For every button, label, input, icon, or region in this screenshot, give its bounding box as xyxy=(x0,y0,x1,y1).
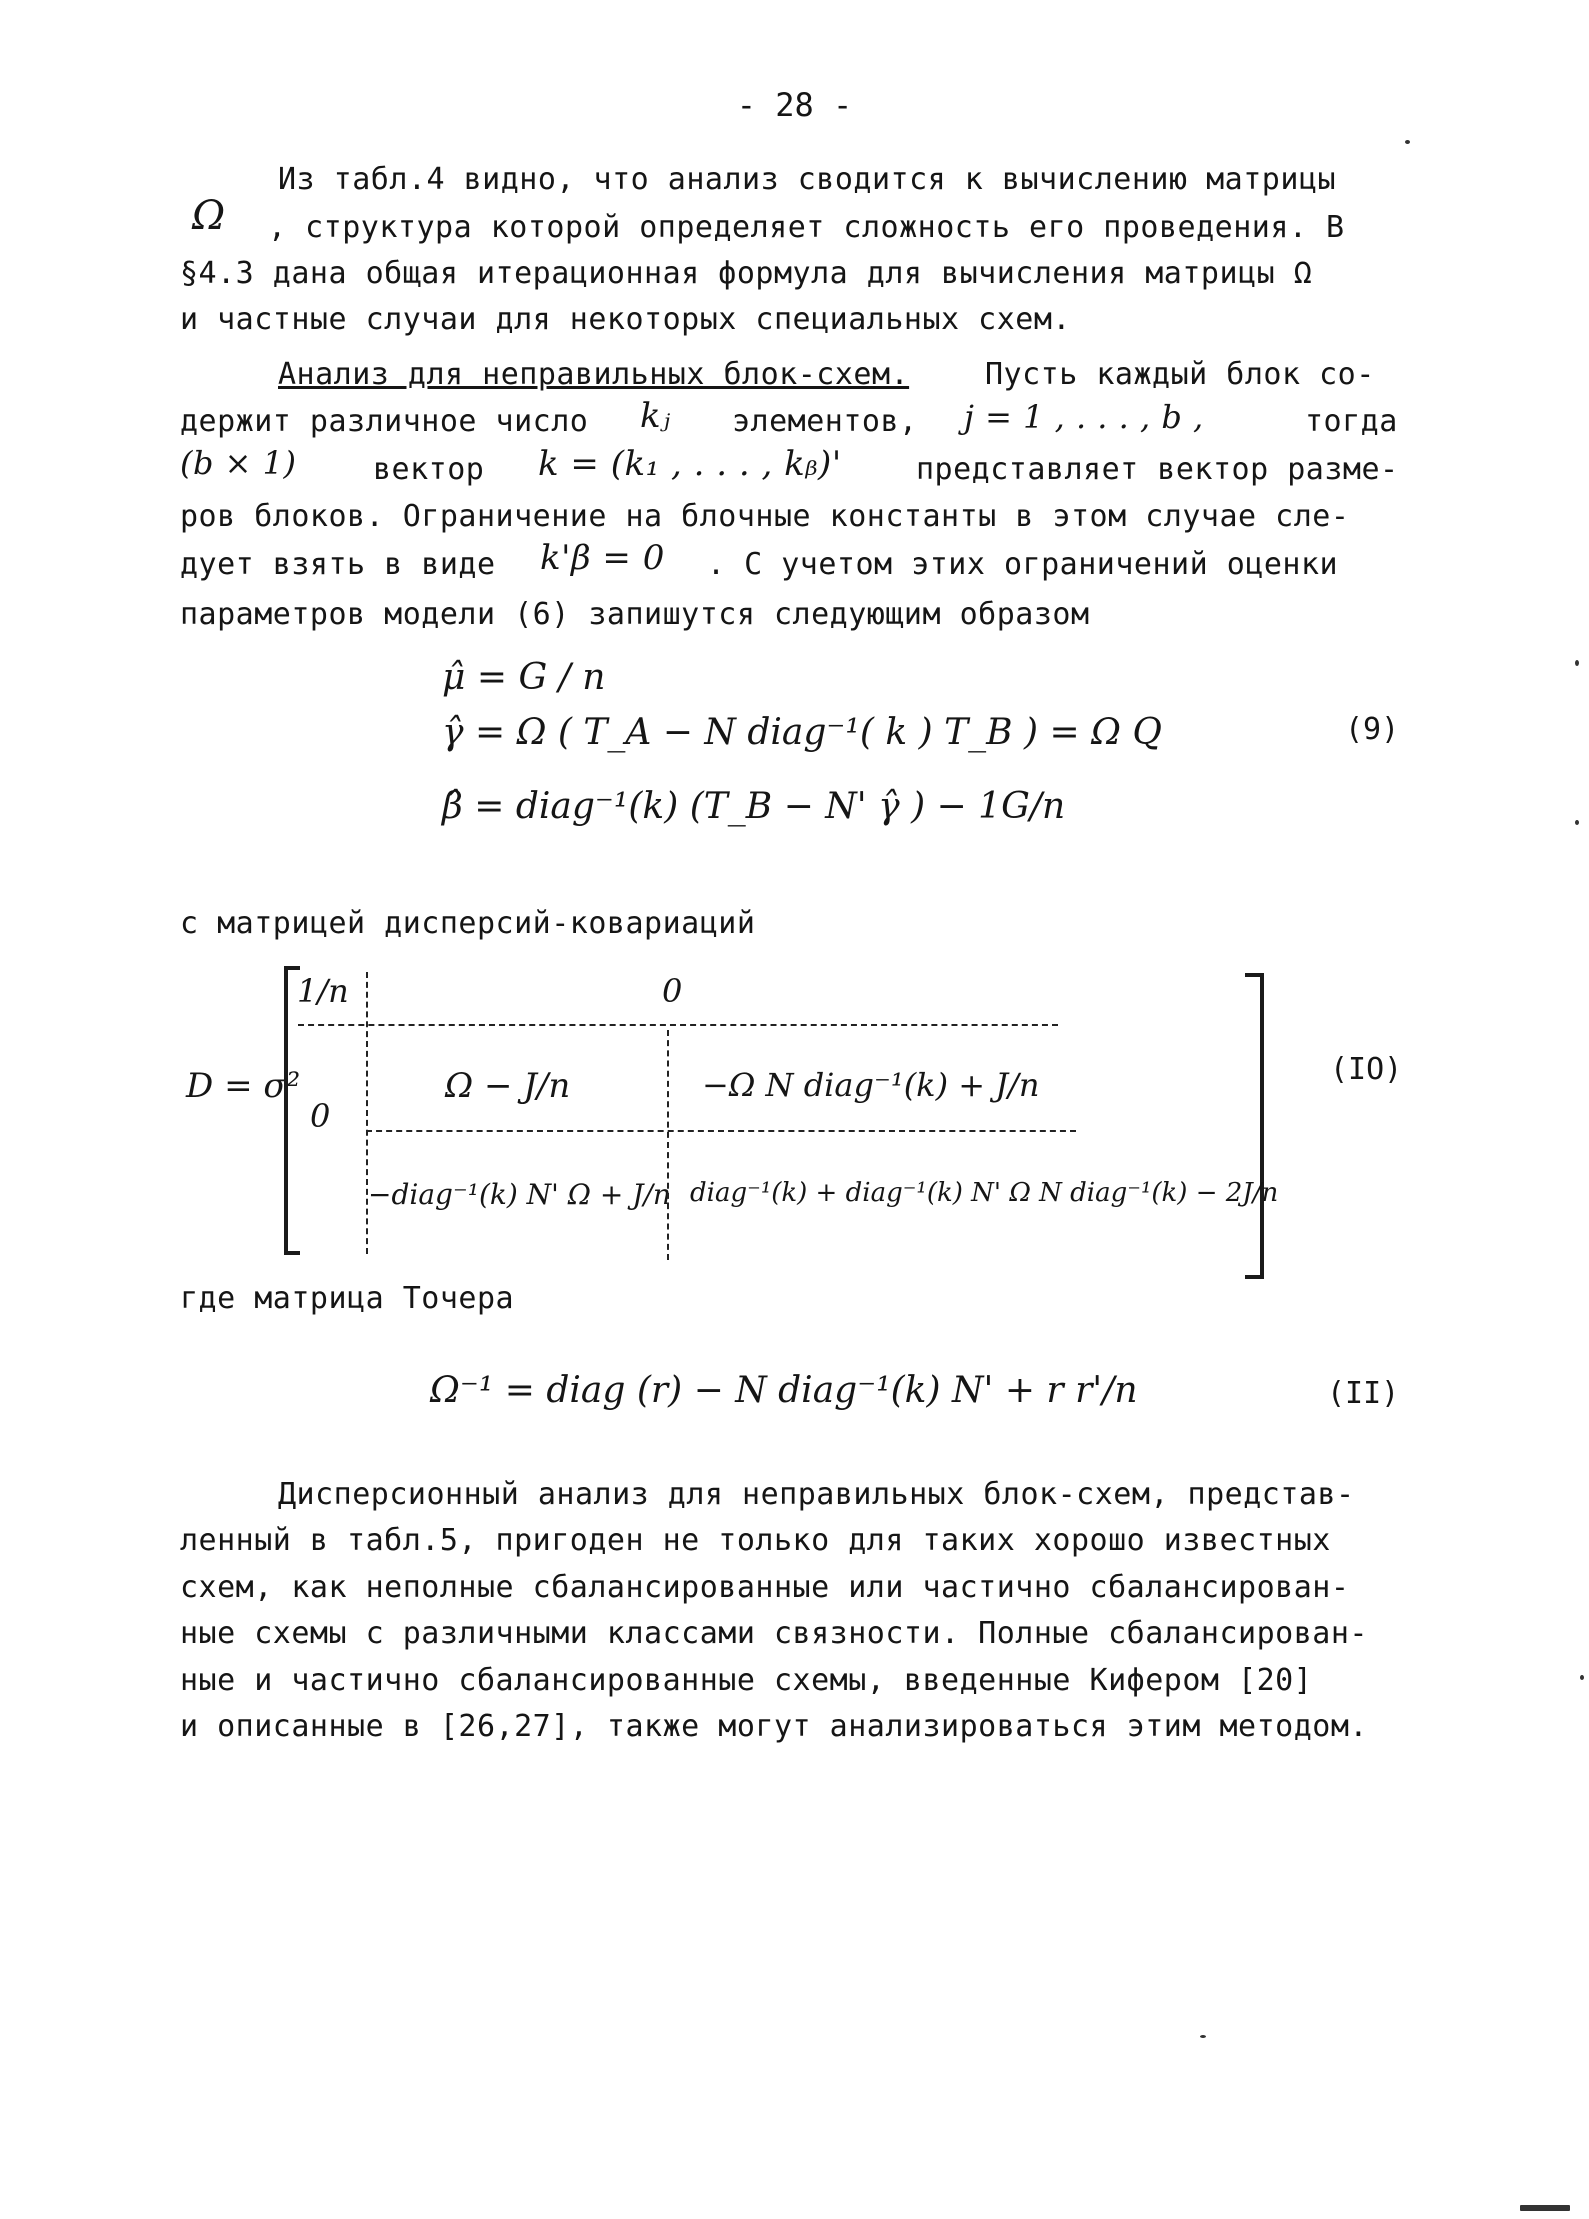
eq9-mu: μ̂ = G / n xyxy=(442,657,606,698)
para1-line3: §4.3 дана общая итерационная формула для вычисления матрицы Ω xyxy=(180,256,1313,291)
matrix-divider-h1 xyxy=(298,1024,1058,1026)
scan-speck xyxy=(1520,2205,1570,2211)
cell-3-3: diag⁻¹(k) + diag⁻¹(k) N' Ω N diag⁻¹(k) − 2J/n xyxy=(690,1178,1279,1208)
matrix-divider-v2 xyxy=(667,1030,669,1260)
omega-symbol: Ω xyxy=(192,193,226,239)
para3-line3: схем, как неполные сбалансированные или частично сбалансирован- xyxy=(180,1570,1350,1605)
matrix-divider-h2 xyxy=(366,1130,1076,1132)
para3-line2: ленный в табл.5, пригоден не только для таких хорошо известных xyxy=(180,1523,1331,1558)
para1-line4: и частные случаи для некоторых специальных схем. xyxy=(180,302,1071,337)
para3-line1: Дисперсионный анализ для неправильных блок-схем, представ- xyxy=(278,1477,1355,1512)
bx1-symbol: (b × 1) xyxy=(180,444,297,482)
cell-1-1: 1/n xyxy=(297,972,349,1010)
scan-speck xyxy=(1575,660,1579,666)
para3-line6: и описанные в [26,27], также могут анализироваться этим методом. xyxy=(180,1709,1368,1744)
scan-speck xyxy=(1575,820,1579,825)
para2-line5-a: дует взять в виде xyxy=(180,547,496,582)
para2-line6: параметров модели (6) запишутся следующим образом xyxy=(180,597,1090,632)
eq9-number: (9) xyxy=(1345,712,1400,747)
para3-line5: ные и частично сбалансированные схемы, введенные Кифером [20] xyxy=(180,1663,1313,1698)
para3-line4: ные схемы с различными классами связности. Полные сбалансирован- xyxy=(180,1616,1368,1651)
eq9-beta: β̂ = diag⁻¹(k) (T_B − N' γ̂ ) − 1G/n xyxy=(442,786,1066,827)
para2-line3-b: вектор xyxy=(373,452,485,487)
page-number: - 28 - xyxy=(736,86,853,124)
cell-2-2: Ω − J/n xyxy=(445,1066,571,1106)
eq10-lhs: D = σ² xyxy=(186,1066,301,1106)
para2-line2-c: тогда xyxy=(1305,404,1398,439)
para1-line2: , структура которой определяет сложность его проведения. В xyxy=(268,210,1345,245)
para2-line4: ров блоков. Ограничение на блочные константы в этом случае сле- xyxy=(180,499,1350,534)
cell-3-2: −diag⁻¹(k) N' Ω + J/n xyxy=(368,1178,671,1211)
cell-2-1: 0 xyxy=(310,1097,331,1135)
eq11-number: (II) xyxy=(1327,1376,1400,1411)
cell-1-2: 0 xyxy=(662,972,683,1010)
para2-line5-b: . С учетом этих ограничений оценки xyxy=(707,547,1339,582)
eq10-number: (IO) xyxy=(1330,1052,1403,1087)
j-range: j = 1 , . . . , b , xyxy=(964,398,1204,436)
cell-2-3: −Ω N diag⁻¹(k) + J/n xyxy=(702,1066,1040,1104)
kbeta-constraint: k'β = 0 xyxy=(540,538,665,578)
tocher-label: где матрица Точера xyxy=(180,1281,515,1316)
scan-speck xyxy=(1200,2035,1206,2038)
right-bracket xyxy=(1245,975,1262,1277)
matrix-intro: с матрицей дисперсий-ковариаций xyxy=(180,906,756,941)
kj-symbol: kⱼ xyxy=(640,396,671,436)
para2-line3-c: представляет вектор разме- xyxy=(916,452,1399,487)
left-bracket xyxy=(286,968,300,1253)
eq11-expr: Ω⁻¹ = diag (r) − N diag⁻¹(k) N' + r r'/n xyxy=(430,1370,1138,1411)
para2-line2-a: держит различное число xyxy=(180,404,589,439)
para2-line1-rest: Пусть каждый блок со- xyxy=(985,357,1375,392)
k-vector: k = (k₁ , . . . , kᵦ)' xyxy=(538,444,842,484)
scan-speck xyxy=(1580,1675,1584,1680)
eq9-gamma: γ̂ = Ω ( T_A − N diag⁻¹( k ) T_B ) = Ω Q xyxy=(442,712,1162,753)
matrix-divider-v1 xyxy=(366,972,368,1254)
scan-speck xyxy=(1405,140,1410,144)
para2-line2-b: элементов, xyxy=(732,404,918,439)
para2-heading: Анализ для неправильных блок-схем. xyxy=(278,357,910,392)
para1-line1: Из табл.4 видно, что анализ сводится к вычислению матрицы xyxy=(278,162,1337,197)
